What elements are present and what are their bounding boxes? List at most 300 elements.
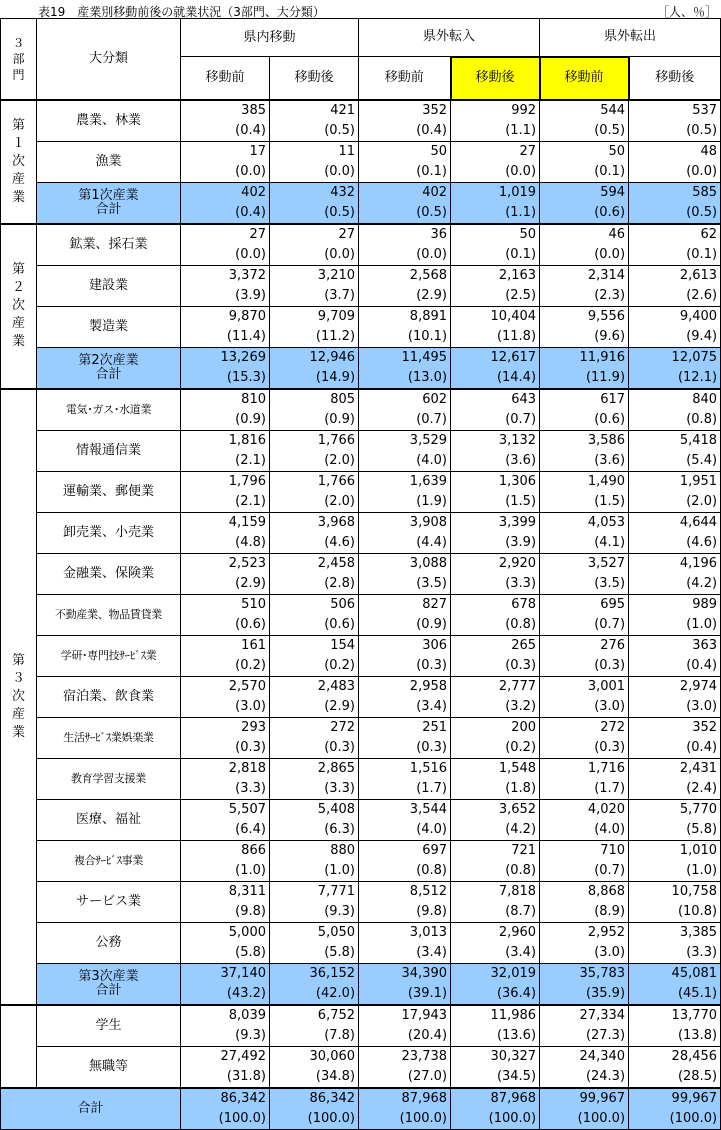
value-cell (451, 881, 540, 922)
table-body (1, 100, 721, 1130)
value-cell (540, 265, 629, 306)
value-cell (451, 1088, 540, 1130)
percent-value: (3.9) (505, 534, 537, 550)
percent-value: (3.5) (416, 575, 448, 591)
value-cell (451, 141, 540, 182)
category-label: 鉱業、採石業 (37, 224, 181, 266)
value-cell (270, 840, 359, 881)
value-cell (270, 963, 359, 1005)
count-value: 30,327 (490, 1048, 537, 1064)
table-row (1, 141, 721, 182)
table-row (1, 306, 721, 347)
count-value: 3,652 (498, 801, 537, 817)
value-cell (181, 963, 270, 1005)
category-label: 運輸業、郵便業 (37, 471, 181, 512)
percent-value: (1.7) (416, 780, 448, 796)
sub-header: 移動後 (270, 57, 359, 100)
count-value: 2,523 (228, 555, 266, 571)
table-row (1, 100, 721, 142)
value-cell (629, 840, 721, 881)
percent-value: (9.3) (324, 903, 356, 919)
percent-value: (14.9) (315, 369, 356, 385)
value-cell (451, 182, 540, 224)
value-cell (540, 512, 629, 553)
percent-value: (11.9) (585, 369, 626, 385)
value-cell (270, 141, 359, 182)
value-cell (270, 306, 359, 347)
count-value: 432 (330, 184, 356, 200)
percent-value: (3.4) (416, 944, 448, 960)
value-cell (181, 799, 270, 840)
value-cell (540, 1088, 629, 1130)
percent-value: (13.8) (677, 1027, 718, 1043)
percent-value: (1.0) (235, 862, 266, 878)
value-cell (540, 553, 629, 594)
percent-value: (0.2) (235, 657, 266, 673)
value-cell (181, 1046, 270, 1088)
count-value: 9,870 (228, 308, 266, 324)
sector-label-empty (1, 1005, 37, 1088)
value-cell (181, 471, 270, 512)
count-value: 5,507 (228, 801, 266, 817)
count-value: 506 (330, 596, 356, 612)
percent-value: (43.2) (226, 985, 266, 1001)
value-cell (181, 430, 270, 471)
percent-value: (4.0) (416, 452, 448, 468)
sector-label: 第 １ 次 産 業 (1, 100, 37, 224)
group-header-moved-in: 県外転入 (359, 19, 540, 57)
category-label: 学研･専門技ｻｰﾋﾞｽ業 (37, 635, 181, 676)
category-label: 製造業 (37, 306, 181, 347)
subtotal-label (37, 963, 181, 1005)
percent-value: (14.4) (496, 369, 537, 385)
count-value: 5,050 (317, 924, 356, 940)
table-row (1, 717, 721, 758)
percent-value: (0.1) (416, 163, 448, 179)
percent-value: (1.1) (505, 122, 537, 138)
category-column-header: 大分類 (37, 19, 181, 100)
value-cell (359, 224, 451, 266)
value-cell (359, 717, 451, 758)
percent-value: (3.0) (686, 698, 718, 714)
count-value: 4,020 (587, 801, 626, 817)
percent-value: (3.0) (235, 698, 266, 714)
count-value: 643 (511, 391, 537, 407)
value-cell (270, 676, 359, 717)
count-value: 28,456 (671, 1048, 718, 1064)
value-cell (181, 635, 270, 676)
count-value: 3,968 (317, 514, 356, 530)
count-value: 293 (241, 719, 266, 735)
subtotal-label (37, 347, 181, 389)
percent-value: (0.2) (505, 739, 537, 755)
value-cell (359, 1046, 451, 1088)
percent-value: (9.6) (594, 328, 626, 344)
value-cell (359, 881, 451, 922)
count-value: 45,081 (671, 965, 718, 981)
table-row (1, 265, 721, 306)
value-cell (629, 182, 721, 224)
value-cell (359, 922, 451, 963)
percent-value: (0.5) (686, 204, 718, 220)
value-cell (181, 265, 270, 306)
percent-value: (0.0) (324, 246, 356, 262)
percent-value: (0.0) (324, 163, 356, 179)
percent-value: (0.3) (594, 739, 626, 755)
value-cell (270, 717, 359, 758)
count-value: 8,039 (228, 1007, 266, 1023)
count-value: 276 (600, 637, 626, 653)
percent-value: (0.4) (235, 122, 266, 138)
value-cell (540, 758, 629, 799)
grand-total-row (1, 1088, 721, 1130)
percent-value: (9.8) (416, 903, 448, 919)
value-cell (181, 306, 270, 347)
table-row (1, 594, 721, 635)
value-cell (540, 799, 629, 840)
percent-value: (0.6) (594, 204, 626, 220)
value-cell (629, 717, 721, 758)
percent-value: (0.1) (505, 246, 537, 262)
count-value: 23,738 (401, 1048, 448, 1064)
value-cell (359, 635, 451, 676)
subtotal-label-line1: 第3次産業 (78, 968, 139, 984)
value-cell (270, 512, 359, 553)
count-value: 9,709 (317, 308, 356, 324)
category-label: 電気･ガス･水道業 (37, 389, 181, 431)
table-header-bar (0, 0, 721, 18)
value-cell (451, 512, 540, 553)
percent-value: (12.1) (677, 369, 718, 385)
percent-value: (34.8) (315, 1068, 356, 1084)
value-cell (540, 430, 629, 471)
count-value: 810 (241, 391, 266, 407)
percent-value: (0.0) (235, 163, 266, 179)
percent-value: (13.0) (407, 369, 448, 385)
percent-value: (2.4) (686, 780, 718, 796)
value-cell (181, 881, 270, 922)
count-value: 510 (241, 596, 266, 612)
percent-value: (9.3) (235, 1027, 266, 1043)
count-value: 805 (330, 391, 356, 407)
count-value: 2,458 (317, 555, 356, 571)
value-cell (540, 963, 629, 1005)
count-value: 1,010 (679, 842, 718, 858)
value-cell (540, 100, 629, 142)
percent-value: (9.8) (235, 903, 266, 919)
count-value: 617 (600, 391, 626, 407)
count-value: 5,408 (317, 801, 356, 817)
value-cell (540, 347, 629, 389)
value-cell (181, 100, 270, 142)
count-value: 13,269 (220, 349, 266, 365)
count-value: 880 (330, 842, 356, 858)
count-value: 4,159 (228, 514, 266, 530)
table-row (1, 840, 721, 881)
count-value: 992 (511, 102, 537, 118)
count-value: 32,019 (490, 965, 537, 981)
count-value: 3,586 (587, 432, 626, 448)
value-cell (451, 265, 540, 306)
value-cell (629, 430, 721, 471)
percent-value: (42.0) (315, 985, 356, 1001)
percent-value: (15.3) (226, 369, 266, 385)
count-value: 200 (511, 719, 537, 735)
count-value: 3,372 (228, 267, 266, 283)
value-cell (359, 594, 451, 635)
value-cell (629, 141, 721, 182)
count-value: 86,342 (309, 1090, 356, 1106)
percent-value: (2.0) (324, 452, 356, 468)
table-row (1, 1005, 721, 1047)
count-value: 1,548 (498, 760, 537, 776)
count-value: 2,818 (228, 760, 266, 776)
count-value: 11,495 (401, 349, 448, 365)
value-cell (270, 265, 359, 306)
count-value: 62 (700, 226, 718, 242)
value-cell (270, 182, 359, 224)
percent-value: (3.2) (505, 698, 537, 714)
subtotal-label-line2: 合計 (95, 201, 122, 217)
count-value: 1,019 (498, 184, 537, 200)
percent-value: (0.4) (235, 204, 266, 220)
count-value: 12,617 (490, 349, 537, 365)
count-value: 1,796 (228, 473, 266, 489)
value-cell (629, 635, 721, 676)
value-cell (181, 1088, 270, 1130)
percent-value: (0.3) (235, 739, 266, 755)
category-label: 卸売業、小売業 (37, 512, 181, 553)
count-value: 265 (511, 637, 537, 653)
count-value: 3,001 (587, 678, 626, 694)
percent-value: (0.5) (594, 122, 626, 138)
count-value: 12,946 (309, 349, 356, 365)
value-cell (540, 840, 629, 881)
count-value: 352 (692, 719, 718, 735)
count-value: 7,771 (317, 883, 356, 899)
value-cell (359, 430, 451, 471)
value-cell (540, 224, 629, 266)
percent-value: (0.2) (324, 657, 356, 673)
count-value: 27 (249, 226, 266, 242)
percent-value: (13.6) (496, 1027, 537, 1043)
value-cell (629, 265, 721, 306)
percent-value: (3.3) (505, 575, 537, 591)
percent-value: (3.0) (594, 698, 626, 714)
value-cell (359, 389, 451, 431)
count-value: 272 (600, 719, 626, 735)
percent-value: (0.3) (594, 657, 626, 673)
percent-value: (0.7) (416, 411, 448, 427)
percent-value: (7.8) (324, 1027, 356, 1043)
count-value: 4,196 (679, 555, 718, 571)
value-cell (540, 1046, 629, 1088)
value-cell (181, 182, 270, 224)
count-value: 5,000 (228, 924, 266, 940)
count-value: 9,556 (587, 308, 626, 324)
percent-value: (8.7) (505, 903, 537, 919)
percent-value: (0.5) (324, 122, 356, 138)
value-cell (451, 717, 540, 758)
value-cell (359, 758, 451, 799)
count-value: 1,816 (228, 432, 266, 448)
count-value: 602 (422, 391, 448, 407)
sub-header: 移動後 (629, 57, 721, 100)
percent-value: (27.3) (585, 1027, 626, 1043)
percent-value: (2.3) (594, 287, 626, 303)
percent-value: (100.0) (218, 1110, 266, 1126)
count-value: 2,568 (409, 267, 448, 283)
count-value: 27,492 (220, 1048, 266, 1064)
table-row (1, 635, 721, 676)
category-label: 生活ｻｰﾋﾞｽ業娯楽業 (37, 717, 181, 758)
percent-value: (2.5) (505, 287, 537, 303)
count-value: 1,516 (409, 760, 448, 776)
count-value: 27 (519, 143, 537, 159)
value-cell (181, 553, 270, 594)
value-cell (540, 182, 629, 224)
count-value: 50 (430, 143, 448, 159)
value-cell (629, 758, 721, 799)
category-label: 建設業 (37, 265, 181, 306)
percent-value: (4.2) (686, 575, 718, 591)
value-cell (629, 553, 721, 594)
value-cell (451, 799, 540, 840)
count-value: 99,967 (671, 1090, 718, 1106)
percent-value: (4.0) (416, 821, 448, 837)
percent-value: (3.4) (416, 698, 448, 714)
table-row (1, 1046, 721, 1088)
count-value: 8,891 (409, 308, 448, 324)
value-cell (629, 306, 721, 347)
count-value: 2,920 (498, 555, 537, 571)
percent-value: (2.9) (235, 575, 266, 591)
percent-value: (20.4) (407, 1027, 448, 1043)
value-cell (629, 389, 721, 431)
percent-value: (3.5) (594, 575, 626, 591)
table-row (1, 224, 721, 266)
percent-value: (5.4) (686, 452, 718, 468)
count-value: 3,013 (409, 924, 448, 940)
count-value: 35,783 (579, 965, 626, 981)
count-value: 306 (422, 637, 448, 653)
value-cell (451, 347, 540, 389)
value-cell (629, 224, 721, 266)
count-value: 24,340 (579, 1048, 626, 1064)
sub-header: 移動前 (181, 57, 270, 100)
percent-value: (0.3) (505, 657, 537, 673)
value-cell (451, 1046, 540, 1088)
count-value: 2,613 (679, 267, 718, 283)
value-cell (181, 922, 270, 963)
value-cell (629, 594, 721, 635)
value-cell (181, 676, 270, 717)
percent-value: (6.3) (324, 821, 356, 837)
value-cell (451, 676, 540, 717)
percent-value: (3.4) (505, 944, 537, 960)
percent-value: (31.8) (226, 1068, 266, 1084)
percent-value: (4.8) (235, 534, 266, 550)
value-cell (629, 922, 721, 963)
value-cell (270, 594, 359, 635)
count-value: 1,951 (679, 473, 718, 489)
count-value: 2,952 (587, 924, 626, 940)
percent-value: (1.0) (324, 862, 356, 878)
table-row (1, 512, 721, 553)
group-header-moved-out: 県外転出 (540, 19, 721, 57)
category-label: 無職等 (37, 1046, 181, 1088)
value-cell (359, 182, 451, 224)
unit-label: ［人、％］ (656, 5, 717, 19)
table-row (1, 758, 721, 799)
value-cell (359, 512, 451, 553)
value-cell (181, 758, 270, 799)
percent-value: (5.8) (686, 821, 718, 837)
count-value: 5,770 (679, 801, 718, 817)
table-row (1, 389, 721, 431)
subtotal-label-line2: 合計 (95, 982, 122, 998)
value-cell (451, 471, 540, 512)
count-value: 9,400 (679, 308, 718, 324)
count-value: 2,431 (679, 760, 718, 776)
value-cell (451, 594, 540, 635)
count-value: 585 (692, 184, 718, 200)
value-cell (540, 471, 629, 512)
percent-value: (0.5) (324, 204, 356, 220)
count-value: 840 (692, 391, 718, 407)
value-cell (451, 963, 540, 1005)
table-row (1, 922, 721, 963)
count-value: 27 (338, 226, 356, 242)
percent-value: (2.0) (686, 493, 718, 509)
count-value: 3,529 (409, 432, 448, 448)
value-cell (270, 1088, 359, 1130)
value-cell (359, 799, 451, 840)
value-cell (451, 840, 540, 881)
count-value: 34,390 (401, 965, 448, 981)
percent-value: (3.7) (324, 287, 356, 303)
category-label: 学生 (37, 1005, 181, 1047)
count-value: 2,570 (228, 678, 266, 694)
count-value: 2,865 (317, 760, 356, 776)
count-value: 99,967 (579, 1090, 626, 1106)
count-value: 8,512 (409, 883, 448, 899)
count-value: 3,210 (317, 267, 356, 283)
count-value: 3,908 (409, 514, 448, 530)
percent-value: (0.3) (324, 739, 356, 755)
percent-value: (100.0) (488, 1110, 537, 1126)
value-cell (540, 881, 629, 922)
count-value: 866 (241, 842, 266, 858)
percent-value: (5.8) (324, 944, 356, 960)
percent-value: (0.4) (686, 657, 718, 673)
sub-header: 移動前 (359, 57, 451, 100)
count-value: 50 (608, 143, 626, 159)
percent-value: (1.1) (505, 204, 537, 220)
percent-value: (100.0) (307, 1110, 356, 1126)
percent-value: (11.4) (226, 328, 266, 344)
percent-value: (9.4) (686, 328, 718, 344)
value-cell (629, 963, 721, 1005)
value-cell (181, 512, 270, 553)
value-cell (451, 306, 540, 347)
count-value: 6,752 (317, 1007, 356, 1023)
value-cell (270, 553, 359, 594)
value-cell (181, 224, 270, 266)
count-value: 2,958 (409, 678, 448, 694)
value-cell (270, 100, 359, 142)
percent-value: (2.9) (416, 287, 448, 303)
